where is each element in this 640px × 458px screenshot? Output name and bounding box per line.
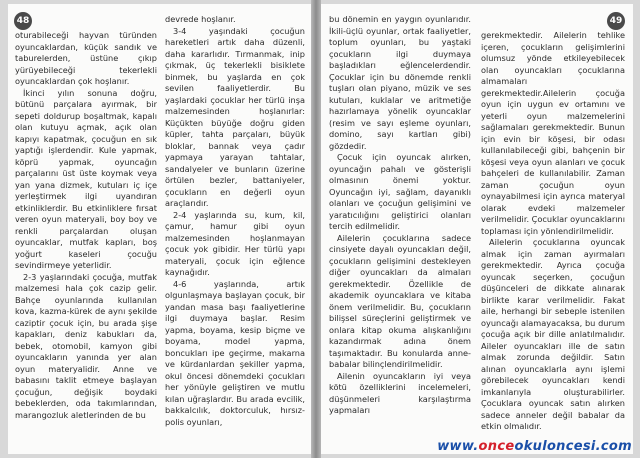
paragraph: 2-3 yaşlarındaki çocuğa, mutfak malzemesi hala çok cazip gelir. Bahçe oyunlarında kullanılan kova, kazma-kürek de aynı şekilde cazipti̇r çocuk için, bu arada şişe kapakları, deniz kabukları da, bebek, otomobil, kamyon gibi oyuncakların yanında yer alan oyun materyalidir. Anne ve babasını taklit etmeye başlayan çocuğun, değişik boydaki bebeklerden, oda takımlarından, marangozluk aletlerinden de bu: [15, 271, 157, 420]
watermark-part: once: [478, 439, 515, 454]
page-number-badge: 48: [14, 12, 32, 30]
watermark-part: okuloncesi: [514, 439, 596, 454]
left-page-column-1: [15, 30, 157, 450]
left-page: [8, 4, 311, 454]
right-page: [321, 4, 633, 454]
paragraph: 4-6 yaşlarında, artık olgunlaşmaya başlayan çocuk, bir yandan masa başı faaliyetlerine ilgi duymaya başlar. Resim yapma, boyama, kesip biçme ve boyama, model yapma, boncukları ipe geçirme, makarna ve kürdanlardan şekiller yapma, okul öncesi dönemdeki çocukları her yönüyle geliştiren ve mutlu kılan uğraşlardır. Bu arada evcilik, bakkalcılık, doktorculuk, hırsız-polis oyunları,: [165, 278, 305, 427]
paragraph: Ailelerin çocuklarına sadece cinsiyete dayalı oyuncakları değil, çocukların gelişimini destekleyen diğer oyuncakları da almaları gerekmektedir. Özellikle de akademik oyuncaklara ve kitaba önem verilmelidir. Bu, çocukların bilişsel süreçlerini geliştirmek ve onlara kitap okuma alışkanlığını kazandırmak adına önem taşımaktadır. Bu konularda anne- babalar bilinçlendirilmelidir.: [329, 232, 471, 369]
watermark-part: .com: [595, 439, 632, 454]
paragraph: Çocuk için oyuncak alırken, oyuncağın pahalı ve gösterişli olmasının önemi yoktur. Oyuncağın iyi, sağlam, dayanıklı olanları ve çocuğun gelişimini ve yaratıcılığını geliştirici olanları tercih edilmelidir.: [329, 152, 471, 231]
watermark-part: www.: [437, 439, 479, 454]
paragraph: 2-4 yaşlarında su, kum, kil, çamur, hamur gibi oyun malzemesinden hoşlanmayan çocuk yok gibidir. Her türlü yapı materyali, çocuk için eğlence kaynağıdır.: [165, 209, 305, 277]
paragraph: bu dönemin en yaygın oyunlarıdır. İkili-üçlü oyunlar, ortak faaliyetler, toplum oyunları, bu yaştaki çocukların ilgi duymaya başladıkları eğlencelerdendir. Çocuklar için bu dönemde renkli tuşları olan piyano, müzik ve ses kutuları, kuklalar ve aritmetiğe hazırlamaya yönelik oyuncaklar (resim ve sayı eşleme oyunları, domino, sayı kartları gibi) gözdedir.: [329, 14, 471, 151]
paragraph: 3-4 yaşındaki çocuğun hareketleri artık daha düzenli, daha kararlıdır. Tırmanmak, inip çıkmak, üç tekerlekli bisiklete binmek, bu yaşlarda en çok sevilen faaliyetlerdir. Bu yaşlardaki çocuklar her türlü inşa malzemesinden hoşlanırlar: Küçükten büyüğe doğru giden küpler, tahta parçaları, büyük bloklar, bannak veya çadır yapmaya yarayan tahtalar, sandalyeler ve bunların üzerine örtülen bezler, battaniyeler, çocukların en değerli oyun araçlarıdır.: [165, 25, 305, 208]
paragraph: devrede hoşlanır.: [165, 14, 236, 24]
paragraph: oturabileceği hayvan türünden oyuncaklardan, küçük sandık ve taburelerden, üstüne çıkıp yürüyebileceği tekerlekli oyuncaklardan çok hoşlanır.: [15, 30, 157, 86]
paragraph: gerekmektedir. Ailelerin tehlike içeren, çocukların gelişimlerini olumsuz yönde etkileyebilecek olan oyuncakları çocuklarına almamaları gerekmektedir.Ailelerin çocuğa oyun için uygun ev ortamını ve yeterli oyun malzemelerini sağlamaları gerekmektedir. Bunun için evin bir köşesi, bir odası kullanılabileceği gibi, bahçenin bir köşesi veya oyun alanları ve çocuk bahçeleri de kullanılabilir. Zaman zaman çocuğun oyun oynayabilmesi için ayrıca materyal olarak evdeki malzemeler verilmelidir. Çocuklar oyuncaklarını toplaması için yönlendirilmelidir.: [481, 30, 625, 236]
right-page-column-1: [329, 14, 471, 434]
site-watermark: [437, 439, 632, 454]
paragraph: Ailelerin çocuklarına oyuncak almak için zaman ayırmaları gerekmektedir. Ayrıca çocuğa oyuncak seçerken, çocuğun düşünceleri de dikkate alınarak birlikte karar verilmelidir. Fakat aile, herhangi bir sebeple istenilen oyuncağı alamayacaksa, bu durum çocuğa açık bir dille anlatılmalıdır. Aileler oyuncakları ille de satın almak zorunda değildir. Satın alınan oyuncaklarla aynı işlemi görebilecek oyuncakları kendi imkanlarıyla oluşturabilirler. Çocuklara oyuncak satın alırken sadece anneler değil babalar da etkin olmalıdır.: [481, 237, 625, 431]
paragraph: İkinci yılın sonuna doğru, bütünü parçalara ayırmak, bir sepeti doldurup boşaltmak, kapalı olan kutuyu açmak, açık olan kapıyı kapatmak, çocuğun en sık yaptığı işlerdendir. Kule yapmak, köprü yapmak, oyuncağın parçalarını üst üste koymak veya yan yana dizmek, kutuları iç içe yerleştirmek ilgi uyandıran etkinliklerdir. Bu etkinliklere fırsat veren oyun materyali, boy boy ve renkli parçalardan oluşan oyuncaklar, mutfak kapları, boş yoğurt kaseleri çocuğu sevindirmeye yeterlidir.: [15, 87, 157, 270]
right-page-column-2: [481, 30, 625, 436]
paragraph: Ailenin oyuncakların iyi veya kötü özelliklerini incelemeleri, düşünmeleri karşılaştırma yapmaları: [329, 370, 471, 415]
book-gutter: [311, 0, 321, 458]
left-page-column-2: [165, 14, 305, 434]
page-number-badge: 49: [607, 12, 625, 30]
